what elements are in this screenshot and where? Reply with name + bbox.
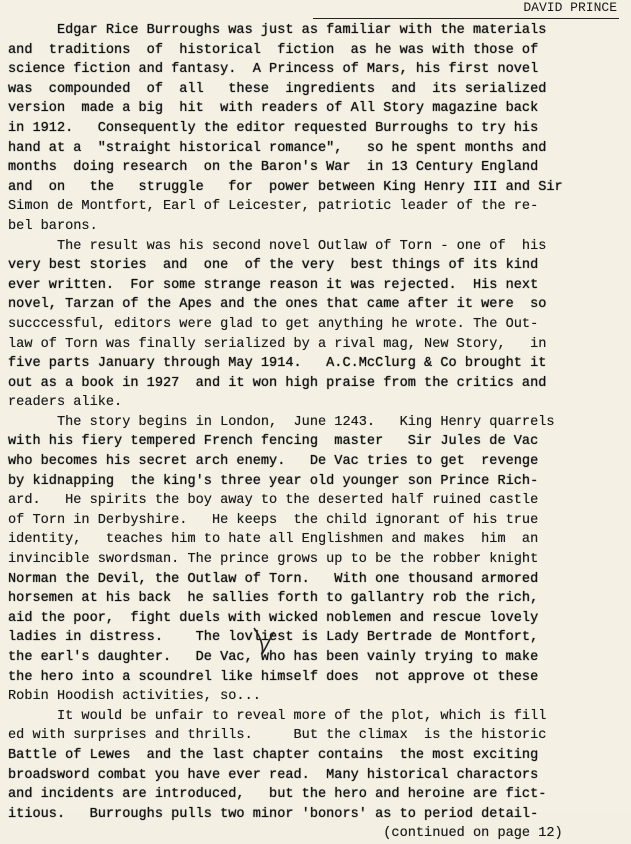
author-name: DAVID PRINCE	[523, 0, 617, 15]
text-line: Robin Hoodish activities, so...	[8, 689, 261, 705]
text-line: invincible swordsman. The prince grows up to be the robber knight	[8, 552, 539, 568]
author-underline	[313, 18, 619, 19]
text-line: hand at a "straight historical romance", so he spent months and	[8, 140, 547, 156]
text-line: months doing research on the Baron's War in 13 Century England	[8, 160, 539, 176]
text-line: broadsword combat you have ever read. Many historical charactors	[8, 767, 539, 783]
text-line: was compounded of all these ingredients and its serialized	[8, 81, 547, 97]
text-line: out as a book in 1927 and it won high praise from the critics and	[8, 375, 547, 391]
text-line: The result was his second novel Outlaw of Torn - one of his	[8, 238, 547, 254]
text-line: of Torn in Derbyshire. He keeps the child ignorant of his true	[8, 512, 539, 528]
text-line: ever written. For some strange reason it was rejected. His next	[8, 277, 539, 293]
text-line: Norman the Devil, the Outlaw of Torn. With one thousand armored	[8, 571, 539, 587]
article-body	[8, 21, 628, 844]
text-line: science fiction and fantasy. A Princess of Mars, his first novel	[8, 62, 539, 78]
text-line: version made a big hit with readers of All Story magazine back	[8, 101, 539, 117]
text-line: bel barons.	[8, 218, 98, 234]
text-line: very best stories and one of the very best things of its kind	[8, 258, 539, 274]
text-line: and traditions of historical fiction as he was with those of	[8, 42, 539, 58]
text-line: law of Torn was finally serialized by a rival mag, New Story, in	[8, 336, 547, 352]
text-line: and incidents are introduced, but the hero and heroine are fict-	[8, 787, 547, 803]
text-line: itious. Burroughs pulls two minor 'bonors' as to period detail-	[8, 806, 539, 822]
handwritten-pen-mark	[250, 624, 278, 658]
text-line: ard. He spirits the boy away to the deserted half ruined castle	[8, 493, 539, 509]
text-line: aid the poor, fight duels with wicked noblemen and rescue lovely	[8, 610, 539, 626]
text-line: novel, Tarzan of the Apes and the ones that came after it were so	[8, 297, 547, 313]
text-line: with his fiery tempered French fencing master Sir Jules de Vac	[8, 434, 539, 450]
text-line: who becomes his secret arch enemy. De Vac tries to get revenge	[8, 454, 539, 470]
text-line: Edgar Rice Burroughs was just as familiar with the materials	[8, 23, 547, 38]
text-line: and on the struggle for power between King Henry III and Sir	[8, 179, 563, 195]
text-line: ladies in distress. The lovliest is Lady Bertrade de Montfort,	[8, 630, 539, 646]
text-line: Battle of Lewes and the last chapter contains the most exciting	[8, 747, 539, 763]
text-line: It would be unfair to reveal more of the plot, which is fill	[8, 708, 547, 724]
continuation-note: (continued on page 12)	[8, 826, 563, 842]
text-line: in 1912. Consequently the editor requested Burroughs to try his	[8, 120, 539, 136]
text-line: The story begins in London, June 1243. King Henry quarrels	[8, 414, 555, 430]
text-line: the hero into a scoundrel like himself does not approve ot these	[8, 669, 539, 685]
text-line: the earl's daughter. De Vac, who has been vainly trying to make	[8, 650, 539, 665]
text-line: five parts January through May 1914. A.C.McClurg & Co brought it	[8, 356, 547, 372]
text-line: identity, teaches him to hate all Englishmen and makes him an	[8, 532, 539, 548]
text-line: succcessful, editors were glad to get anything he wrote. The Out-	[8, 316, 539, 332]
text-line: by kidnapping the king's three year old younger son Prince Rich-	[8, 473, 539, 489]
text-line: readers alike.	[8, 395, 123, 411]
text-line: horsemen at his back he sallies forth to gallantry rob the rich,	[8, 591, 539, 607]
text-line: ed with surprises and thrills. But the climax is the historic	[8, 728, 547, 744]
text-line: Simon de Montfort, Earl of Leicester, patriotic leader of the re-	[8, 199, 539, 215]
